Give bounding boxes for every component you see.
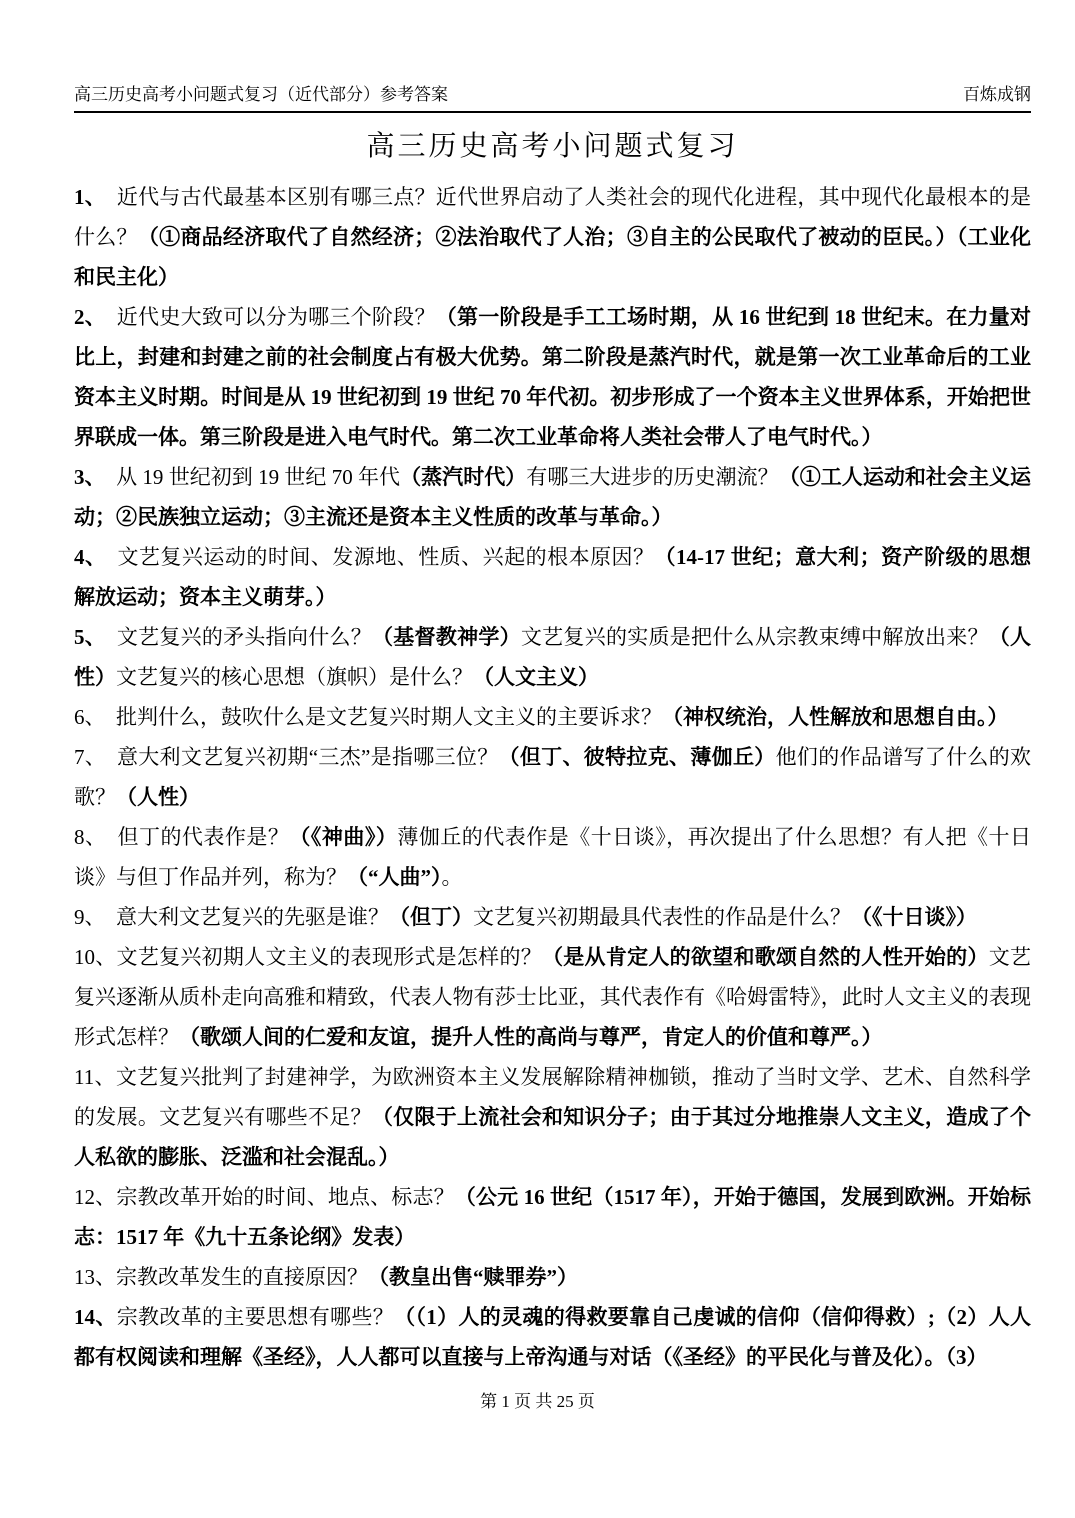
qa-paragraph-1 (74, 177, 1031, 297)
question-text: 从 19 世纪初到 19 世纪 70 年代 (116, 465, 401, 489)
document-title: 高三历史高考小问题式复习 (366, 131, 739, 162)
question-text: 宗教改革发生的直接原因？ (116, 1265, 368, 1289)
answer-text: （“人曲”） (347, 865, 442, 889)
answer-text: （第一阶段是手工工场时期，从 16 世纪到 18 世纪末。在力量对比上，封建和封建之前的社会制度占有极大优势。第二阶段是蒸汽时代，就是第一次工业革命后的工业资本主义时期。时间是从 19 世纪初到 19 世纪 70 年代初。初步形成了一个资本主义世界体系，开始把世界联成一体。第三阶段是进入电气时代。第二次工业革命将人类社会带人了电气时代。） (74, 305, 1032, 449)
list-number: 12、 (74, 1185, 117, 1209)
question-text: 近代史大致可以分为哪三个阶段？ (116, 305, 436, 329)
list-number: 6、 (74, 705, 116, 729)
qa-paragraph-7 (74, 737, 1031, 817)
qa-paragraph-9 (74, 897, 1031, 937)
answer-text: （人文主义） (473, 665, 599, 689)
list-number: 1、 (74, 185, 117, 209)
answer-text: （①商品经济取代了自然经济；②法治取代了人治；③自主的公民取代了被动的臣民。）（工业化和民主化） (74, 225, 1032, 289)
qa-paragraph-10 (74, 937, 1031, 1057)
question-text: 有哪三大进步的历史潮流？ (526, 465, 779, 489)
question-text: 文艺复兴批判了封建神学，为欧洲资本主义发展解除精神枷锁，推动了当时文学、艺术、自然科学的发展。文艺复兴有哪些不足？ (74, 1065, 1031, 1129)
question-text: 宗教改革开始的时间、地点、标志？ (116, 1185, 455, 1209)
page-footer: 第 1 页 共 25 页 (480, 1392, 595, 1411)
answer-text: （神权统治，人性解放和思想自由。） (662, 705, 1009, 729)
question-text: 文艺复兴运动的时间、发源地、性质、兴起的根本原因？ (117, 545, 655, 569)
answer-text: （仅限于上流社会和知识分子；由于其过分地推崇人文主义，造成了个人私欲的膨胀、泛滥和社会混乱。） (74, 1105, 1032, 1169)
qa-paragraph-12 (74, 1177, 1031, 1257)
qa-paragraph-11 (74, 1057, 1031, 1177)
question-text: 文艺复兴初期人文主义的表现形式是怎样的？ (116, 945, 542, 969)
list-number: 10、 (74, 945, 117, 969)
list-number: 7、 (74, 745, 117, 769)
list-number: 3、 (74, 465, 117, 489)
header-left-text: 高三历史高考小问题式复习（近代部分）参考答案 (74, 85, 448, 104)
list-number: 13、 (74, 1265, 116, 1289)
question-text: 文艺复兴逐渐从质朴走向高雅和精致，代表人物有莎士比亚，其代表作有《哈姆雷特》，此时人文主义的表现形式怎样？ (74, 945, 1032, 1049)
list-number: 5、 (74, 625, 117, 649)
question-text: 文艺复兴的核心思想（旗帜）是什么？ (116, 665, 473, 689)
answer-text: （是从肯定人的欲望和歌颂自然的人性开始的） (542, 945, 989, 969)
answer-text: （但丁、彼特拉克、薄伽丘） (498, 745, 776, 769)
qa-paragraph-14 (74, 1297, 1031, 1377)
qa-paragraph-5 (74, 617, 1031, 697)
answer-text: （但丁） (389, 905, 473, 929)
list-number: 14、 (74, 1305, 117, 1329)
answer-text: （人性） (74, 625, 1032, 689)
qa-paragraph-6 (74, 697, 1031, 737)
answer-text: （公元 16 世纪（1517 年），开始于德国，发展到欧洲。开始标志：1517 年《九十五条论纲》发表） (74, 1185, 1032, 1249)
question-text: 他们的作品谱写了什么的欢歌？ (74, 745, 1032, 809)
question-text: 意大利文艺复兴的先驱是谁？ (116, 905, 389, 929)
qa-paragraph-8 (74, 817, 1031, 897)
answer-text: （14-17 世纪；意大利；资产阶级的思想解放运动；资本主义萌芽。） (74, 545, 1031, 609)
question-text: 批判什么，鼓吹什么是文艺复兴时期人文主义的主要诉求？ (116, 705, 662, 729)
list-number: 11、 (74, 1065, 116, 1089)
qa-paragraph-3 (74, 457, 1031, 537)
question-text: 近代与古代最基本区别有哪三点？近代世界启动了人类社会的现代化进程，其中现代化最根本的是什么？ (74, 185, 1032, 249)
header-right-text: 百炼成钢 (963, 85, 1031, 104)
qa-paragraph-2 (74, 297, 1031, 457)
answer-text: （教皇出售“赎罪券”） (368, 1265, 578, 1289)
list-number: 4、 (74, 545, 118, 569)
list-number: 2、 (74, 305, 117, 329)
question-text: 文艺复兴的矛头指向什么？ (116, 625, 373, 649)
answer-text: （《神曲》） (289, 825, 398, 849)
list-number: 8、 (74, 825, 118, 849)
question-text: 文艺复兴的实质是把什么从宗教束缚中解放出来？ (520, 625, 989, 649)
qa-paragraph-13 (74, 1257, 1031, 1297)
question-text: 薄伽丘的代表作是《十日谈》，再次提出了什么思想？有人把《十日谈》与但丁作品并列，称为？ (74, 825, 1032, 889)
answer-text: （人性） (116, 785, 200, 809)
page-header (74, 84, 1031, 113)
answer-text: （①工人运动和社会主义运动；②民族独立运动；③主流还是资本主义性质的改革与革命。） (74, 465, 1032, 529)
question-text: 。 (441, 865, 463, 889)
document-body (74, 177, 1031, 1377)
list-number: 9、 (74, 905, 116, 929)
question-text: 文艺复兴初期最具代表性的作品是什么？ (473, 905, 851, 929)
question-text: 意大利文艺复兴初期“三杰”是指哪三位？ (116, 745, 499, 769)
question-text: 但丁的代表作是？ (117, 825, 290, 849)
answer-text: （蒸汽时代） (400, 465, 527, 489)
answer-text: （（1）人的灵魂的得救要靠自己虔诚的信仰（信仰得救）;（2）人人都有权阅读和理解《圣经》，人人都可以直接与上帝沟通与对话（《圣经》的平民化与普及化）。（3） (74, 1305, 1032, 1369)
answer-text: （《十日谈》） (851, 905, 977, 929)
qa-paragraph-4 (74, 537, 1031, 617)
question-text: 宗教改革的主要思想有哪些？ (116, 1305, 395, 1329)
answer-text: （基督教神学） (372, 625, 521, 649)
answer-text: （歌颂人间的仁爱和友谊，提升人性的高尚与尊严，肯定人的价值和尊严。） (179, 1025, 883, 1049)
